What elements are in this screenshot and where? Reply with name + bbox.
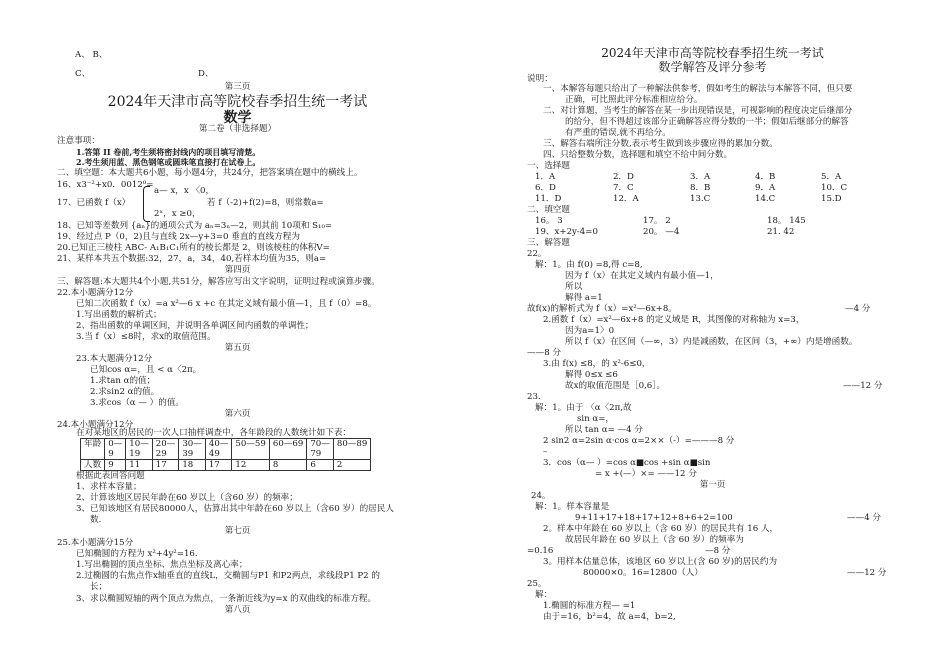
page-number: 第三页 <box>224 82 251 92</box>
table-cell: 30— 39 <box>179 439 206 460</box>
solution-22-line: 解：1。由 f(0) =8,得 c=8, <box>535 260 643 270</box>
choice-answer: 7．C <box>613 183 634 193</box>
fill-answer: 18。 145 <box>767 216 806 226</box>
table-cell: 17 <box>152 460 179 471</box>
page-number: 第五页 <box>224 343 251 353</box>
table-cell: 70— 79 <box>307 439 334 460</box>
question-24-stem: 在对某地区的居民的一次人口抽样调查中，各年龄段的人数统计如下表： <box>76 428 352 438</box>
table-cell: 12 <box>232 460 269 471</box>
table-cell: 2 <box>333 460 370 471</box>
table-cell: 17 <box>205 460 232 471</box>
exam-subject: 数学 <box>223 110 252 126</box>
fill-answer: 19、x+2y-4=0 <box>535 227 598 237</box>
question-22-part-1: 1.写出函数的解析式； <box>76 310 162 320</box>
table-cell: 9 <box>105 460 126 471</box>
solution-23-line: = x +(—）×= ——12 分 <box>595 469 697 479</box>
exam-volume: 第二卷（非选择题） <box>198 124 277 134</box>
solution-22-line: 解得 a=1 <box>565 293 603 303</box>
fill-answers-heading: 二、填空题 <box>527 205 570 215</box>
fill-section-heading: 二、填空题：本大题共6小题，每小题4分，共24分，把答案填在题中的横线上。 <box>57 168 363 178</box>
piecewise-brace <box>143 186 150 222</box>
solve-answers-heading: 三、解答题 <box>527 238 570 248</box>
table-cell: 50—59 <box>232 439 269 460</box>
solution-22-line: 所以 f（x）在区间（—∞，3）内是减函数，在区间（3，+∞）内是增函数。 <box>565 337 858 347</box>
table-header-cell: 年龄 <box>81 439 105 460</box>
question-16: 16、x3⁻²+x0．0012⁰= <box>57 180 154 190</box>
question-22-stem: 已知二次函数 f（x）=a x²—6 x +c 在其定义域有最小值—1，且 f（0）=8。 <box>76 299 377 309</box>
note-1: 一、本解答每题只给出了一种解法供参考，假如考生的解法与本解答不同，但只要 <box>543 84 853 94</box>
page-number: 第七页 <box>224 526 251 536</box>
question-24-heading: 24.本小题满分12分 <box>57 420 134 430</box>
choice-answer: 5．A <box>821 172 842 182</box>
solve-section-heading: 三、解答题:本大题共4个小题,共51分，解答应写出文字说明，证明过程或演算步骤。 <box>57 277 380 287</box>
option-c: C、 <box>75 69 91 79</box>
note-2: 二、对计算题，当考生的解答在某一步出现错误是，可视影响的程度决定后继部分 <box>543 106 853 116</box>
table-header-cell: 人数 <box>81 460 105 471</box>
solution-23-line: 2 sin2 α=2sin α·cos α=2××（-）=———8 分 <box>543 436 735 446</box>
question-23-part-3: 3.求cos（α — ）的值。 <box>90 398 185 408</box>
solution-22-label: 22。 <box>527 249 547 259</box>
choice-answer: 1．A <box>535 172 556 182</box>
table-cell: 0— 9 <box>105 439 126 460</box>
choice-answer: 14.C <box>755 194 776 204</box>
question-17-case-2: 2ˣ，x ≥0， <box>154 209 201 219</box>
question-24-part-3: 3、已知该地区有居民80000人，估算出其中年龄在60 岁以上（含60 岁）的居民人 <box>76 504 394 514</box>
choice-answer: 9．A <box>755 183 776 193</box>
notice-item-2: 2.考生须用蓝、黑色钢笔或圆珠笔直接打在试卷上。 <box>76 157 261 167</box>
question-24-prompt: 根据此表回答问题 <box>76 471 145 481</box>
note-4: 四、只给整数分数，选择题和填空不给中间分数。 <box>543 150 733 160</box>
fill-answer: 17。 2 <box>643 216 671 226</box>
exam-title: 2024年天津市高等院校春季招生统一考试 <box>107 94 368 110</box>
solution-22-line: 3.由 f(x) ≤8，的 x²-6≤0， <box>543 359 651 369</box>
fill-answer: 21. 42 <box>767 227 795 237</box>
question-24-part-2: 2、计算该地区居民年龄在60 岁以上（含60 岁）的频率； <box>76 493 298 503</box>
table-row <box>81 439 371 460</box>
question-22-part-3: 3.当 f（x）≤8时，求x的取值范围。 <box>76 332 216 342</box>
note-3: 三、解答右端所注分数,表示考生做到该步骤应得的累加分数。 <box>543 139 778 149</box>
score-mark: ——12 分 <box>843 381 883 391</box>
solution-23-line: sin α=， <box>577 414 615 424</box>
fill-answer: 16。 3 <box>535 216 563 226</box>
choice-answer: 8．B <box>690 183 711 193</box>
table-cell: 80—89 <box>333 439 370 460</box>
score-mark: —4 分 <box>845 304 871 314</box>
answer-key-right-page <box>475 0 950 672</box>
question-25-stem: 已知椭圆的方程为 x²+4y²=16. <box>76 549 198 559</box>
score-mark: —8 分 <box>705 546 731 556</box>
question-22-part-2: 2、指出函数的单调区间，并说明各单调区间内函数的单调性； <box>76 321 314 331</box>
solution-24-line: =0.16 <box>527 546 554 556</box>
solution-25-label: 25。 <box>527 579 547 589</box>
solution-24-line: 80000×0。16=12800（人） <box>583 568 703 578</box>
question-23-part-1: 1.求tan α的值； <box>90 376 156 386</box>
table-cell: 40— 49 <box>205 439 232 460</box>
question-17-condition: 若 f（-2)+f(2)=8，则常数a= <box>207 198 324 208</box>
page-number: 第四页 <box>224 265 251 275</box>
table-cell: 8 <box>269 460 306 471</box>
solution-22-line: 故f(x)的解析式为 f（x）=x²—6x+8。 <box>527 304 677 314</box>
solution-24-line: 2。样本中年龄在 60 岁以上（含 60 岁）的居民共有 16 人， <box>543 524 779 534</box>
page-number: 第八页 <box>224 605 251 615</box>
question-23-stem: 已知cos α=，且 < α〈2π。 <box>90 365 202 375</box>
page-number: 第一页 <box>699 480 726 490</box>
page-number: 第六页 <box>224 409 251 419</box>
solution-23-line: 3．cos（α— ）=cos α■cos +sin α■sin <box>543 458 711 468</box>
choice-answer: 13.C <box>690 194 711 204</box>
question-18: 18、已知等差数列 {aₙ}的通项公式为 aₙ=3ₙ—2，则其前 10项和 S₁₀= <box>57 221 333 231</box>
solution-22-line: 解得 0≤x ≤6 <box>565 370 618 380</box>
choice-answer: 2．D <box>613 172 634 182</box>
choice-answer: 15.D <box>821 194 842 204</box>
solution-23-label: 23. <box>527 392 541 402</box>
solution-22-line: 所以 <box>565 282 583 292</box>
solution-22-line: 因为a=1〉0 <box>565 326 615 336</box>
solution-24-line: 故居民年龄在 60 岁以上（含 60 岁）的频率为 <box>565 535 744 545</box>
choice-answer: 10．C <box>821 183 848 193</box>
choice-answer: 6．D <box>535 183 556 193</box>
question-24-part-1: 1、求样本容量； <box>76 482 142 492</box>
score-mark: ——4 分 <box>847 513 881 523</box>
question-19: 19、经过点 P（0，2)且与直线 2x—y+3=0 垂直的直线方程为 <box>57 232 300 242</box>
question-25-heading: 25.本小题满分15分 <box>57 538 134 548</box>
note-1-cont: 正确，可比照此评分标准相应给分。 <box>565 95 703 105</box>
choice-answer: 11．D <box>535 194 562 204</box>
score-mark: ——8 分 <box>527 348 561 358</box>
table-cell: 60—69 <box>269 439 306 460</box>
answer-title: 2024年天津市高等院校春季招生统一考试 <box>601 46 824 60</box>
choice-answer: 12．A <box>613 194 639 204</box>
solution-23-line: 所以 tan α= —4 分 <box>565 425 643 435</box>
note-2-cont: 的给分，但不得超过该部分正确解答应得分数的一半；假如后继部分的解答 <box>565 117 849 127</box>
question-25-part-2: 2.过椭圆的右焦点作x轴垂直的直线L，交椭圆与P1 和P2两点，求线段P1 P2 的 <box>76 571 380 581</box>
solution-22-line: 因为 f（x）在其定义域内有最小值—1， <box>565 271 719 281</box>
option-a-b: A、 B、 <box>75 50 108 60</box>
option-d: D、 <box>198 69 214 79</box>
notice-heading: 注意事项： <box>57 136 100 146</box>
solution-22-line: 2.函数 f（x）=x²—6x+8 的定义域是 R，其图像的对称轴为 x=3， <box>543 315 805 325</box>
choice-answer: 3．A <box>690 172 711 182</box>
solution-24-line: 3。用样本估量总体，该地区 60 岁以上(含 60 岁)的居民约为 <box>543 557 778 567</box>
question-24-part-3-cont: 数. <box>90 515 102 525</box>
question-22-heading: 22.本小题满分12分 <box>57 288 134 298</box>
solution-24-label: 24。 <box>531 491 551 501</box>
choice-answer: 4．B <box>755 172 776 182</box>
age-distribution-table <box>80 438 371 471</box>
solution-23-line: – <box>543 447 548 457</box>
question-21: 21、某样本共五个数据:32，27，a，34，40,若样本均值为35，则a= <box>57 254 327 264</box>
table-cell: 6 <box>307 460 334 471</box>
question-17-label: 17、已函数 f（x） <box>57 198 131 208</box>
question-25-part-1: 1.写出椭圆的顶点坐标、焦点坐标及离心率； <box>76 560 248 570</box>
table-cell: 11 <box>126 460 153 471</box>
choice-heading: 一、选择题 <box>527 161 570 171</box>
question-23-part-2: 2.求sin2 α的值。 <box>90 387 160 397</box>
solution-24-line: 解：1。样本容量是 <box>535 502 610 512</box>
question-20: 20.已知正三棱柱 ABC- A₁B₁C₁所有的棱长都是 2，则该棱柱的体积V= <box>57 243 330 253</box>
notice-item-1: 1.答第 II 卷前,考生须将密封线内的项目填写清楚。 <box>76 147 261 157</box>
answer-subtitle: 数学解答及评分参考 <box>658 60 767 74</box>
score-mark: ——12 分 <box>847 568 887 578</box>
solution-23-line: 解：1。由于 〈α〈2π,故 <box>535 403 632 413</box>
table-cell: 18 <box>179 460 206 471</box>
note-2-cont: 有严重的错误,就不再给分。 <box>565 128 671 138</box>
solution-22-line: 故x的取值范围是［0,6］。 <box>565 381 666 391</box>
notes-heading: 说明： <box>527 74 553 84</box>
table-cell: 10— 19 <box>126 439 153 460</box>
solution-24-line: 9+11+17+18+17+12+8+6+2=100 <box>575 513 733 523</box>
question-23-heading: 23.本大题满分12分 <box>76 354 153 364</box>
question-17-case-1: a— x，x 〈0， <box>154 186 215 196</box>
solution-25-line: 由于=16，b²=4，故 a=4，b=2, <box>543 612 676 622</box>
question-25-part-2-cont: 长； <box>90 582 108 592</box>
fill-answer: 20。 —4 <box>643 227 680 237</box>
table-row <box>81 460 371 471</box>
solution-25-line: 1.椭圆的标准方程— =1 <box>543 601 636 611</box>
table-cell: 20— 29 <box>152 439 179 460</box>
solution-25-line: 解： <box>535 590 553 600</box>
question-25-part-3: 3、求以椭圆短轴的两个顶点为焦点，一条渐近线为y=x 的双曲线的标准方程。 <box>76 594 377 604</box>
